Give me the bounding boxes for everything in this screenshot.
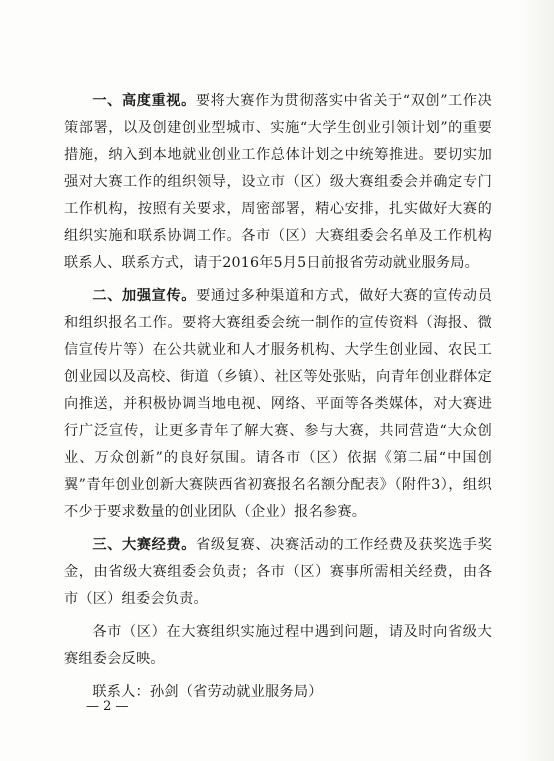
- paragraph-importance: [64, 88, 492, 277]
- page-number: — 2 —: [86, 699, 129, 714]
- contact-line: 联系人：孙剑（省劳动就业服务局）: [92, 684, 323, 700]
- scan-edge-shading: [518, 0, 554, 761]
- section-heading-publicity: 二、加强宣传。: [92, 288, 197, 304]
- paragraph-feedback: [64, 619, 492, 673]
- section-text-funding: 省级复赛、决赛活动的工作经费及获奖选手奖金，由省级大赛组委会负责；各市（区）赛事所需相关经费，由各市（区）组委会负责。: [64, 537, 492, 607]
- paragraph-publicity: [64, 283, 492, 526]
- section-heading-importance: 一、高度重视。: [92, 93, 196, 109]
- section-heading-funding: 三、大赛经费。: [92, 537, 197, 553]
- section-text-feedback: 各市（区）在大赛组织实施过程中遇到问题，请及时向省级大赛组委会反映。: [64, 624, 492, 667]
- paragraph-funding: [64, 532, 492, 613]
- document-body: [64, 88, 492, 712]
- section-text-publicity: 要通过多种渠道和方式，做好大赛的宣传动员和组织报名工作。要将大赛组委会统一制作的宣传资料（海报、微信宣传片等）在公共就业和人才服务机构、大学生创业园、农民工创业园以及高校、街道（乡镇）、社区等处张贴，向青年创业群体定向推送，并积极协调当地电视、网络、平面等各类媒体，对大赛进行广泛宣传，让更多青年了解大赛、参与大赛，共同营造“大众创业、万众创新”的良好氛围。请各市（区）依据《第二届“中国创翼”青年创业创新大赛陕西省初赛报名名额分配表》（附件3），组织不少于要求数量的创业团队（企业）报名参赛。: [64, 288, 492, 520]
- section-text-importance: 要将大赛作为贯彻落实中省关于“双创”工作决策部署，以及创建创业型城市、实施“大学生创业引领计划”的重要措施，纳入到本地就业创业工作总体计划之中统筹推进。要切实加强对大赛工作的组织领导，设立市（区）级大赛组委会并确定专门工作机构，按照有关要求，周密部署，精心安排，扎实做好大赛的组织实施和联系协调工作。各市（区）大赛组委会名单及工作机构联系人、联系方式，请于2016年5月5日前报省劳动就业服务局。: [64, 93, 492, 271]
